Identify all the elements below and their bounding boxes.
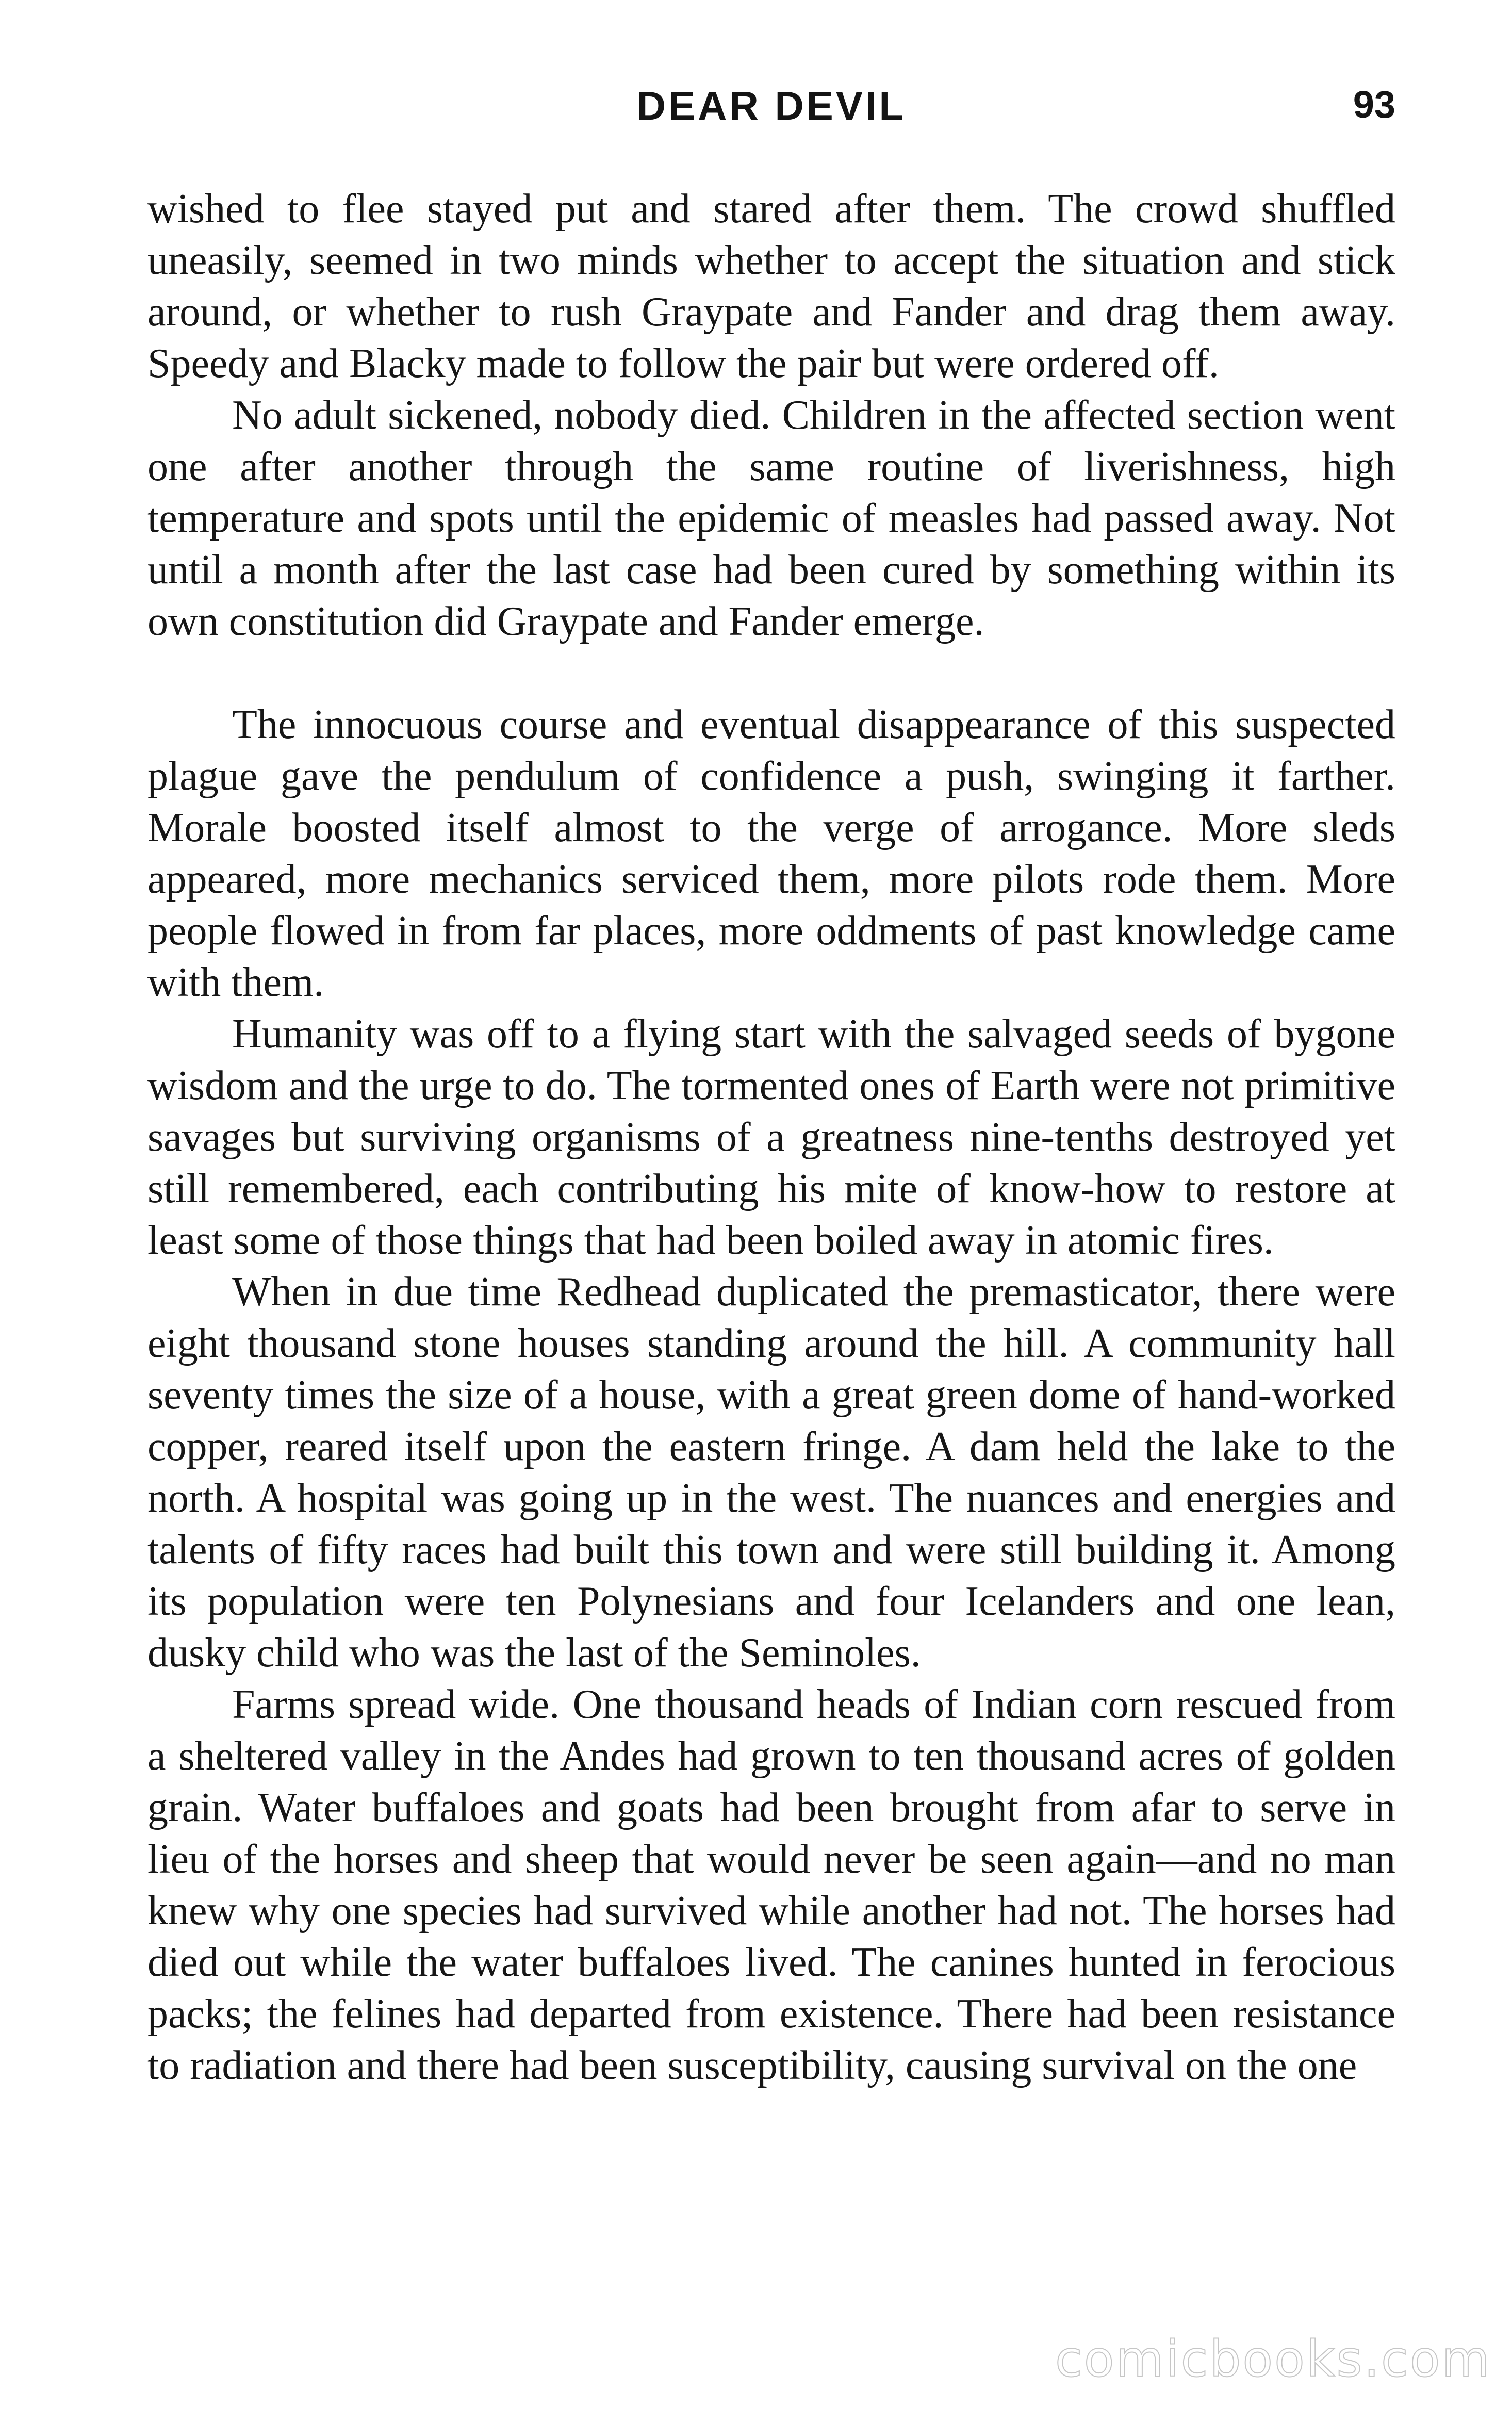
running-title: DEAR DEVIL — [636, 83, 907, 128]
paragraph: When in due time Redhead duplicated the premasticator, there were eight thousand stone houses standing around the hill. A community hall seventy times the size of a house, with a great green dome of hand-worked copper, reared itself upon the eastern fringe. A dam held the lake to the north. A hospital was going up in the west. The nuances and energies and talents of fifty races had built this town and were still building it. Among its population were ten Polynesians and four Icelanders and one lean, dusky child who was the last of the Seminoles. — [147, 1269, 1395, 1676]
paragraph: Humanity was off to a flying start with the salvaged seeds of bygone wisdom and the urge to do. The tormented ones of Earth were not primitive savages but surviving organisms of a greatness nine-tenths destroyed yet still remembered, each contributing his mite of know-how to restore at least some of those things that had been boiled away in atomic fires. — [147, 1011, 1395, 1263]
watermark: comicbooks.com — [1055, 2330, 1491, 2388]
body-text — [147, 183, 1395, 2091]
paragraph: wished to flee stayed put and stared after them. The crowd shuffled uneasily, seemed in two minds whether to accept the situation and stick around, or whether to rush Graypate and Fander and drag them away. Speedy and Blacky made to follow the pair but were ordered off. — [147, 186, 1395, 386]
running-head — [147, 83, 1395, 144]
paragraph: Farms spread wide. One thousand heads of Indian corn rescued from a sheltered valley in the Andes had grown to ten thousand acres of golden grain. Water buffaloes and goats had been brought from afar to serve in lieu of the horses and sheep that would never be seen again—and no man knew why one species had survived while another had not. The horses had died out while the water buffaloes lived. The canines hunted in ferocious packs; the felines had departed from existence. There had been resistance to radiation and there had been susceptibility, causing survival on the one — [147, 1682, 1395, 2088]
paragraph: The innocuous course and eventual disappearance of this suspected plague gave the pendulum of confidence a push, swinging it farther. Morale boosted itself almost to the verge of arrogance. More sleds appeared, more mechanics serviced them, more pilots rode them. More people flowed in from far places, more oddments of past knowledge came with them. — [147, 702, 1395, 1005]
paragraph: No adult sickened, nobody died. Children in the affected section went one after another through the same routine of liverishness, high temperature and spots until the epidemic of measles had passed away. Not until a month after the last case had been cured by something within its own constitution did Graypate and Fander emerge. — [147, 392, 1395, 644]
page-number: 93 — [1353, 83, 1395, 126]
